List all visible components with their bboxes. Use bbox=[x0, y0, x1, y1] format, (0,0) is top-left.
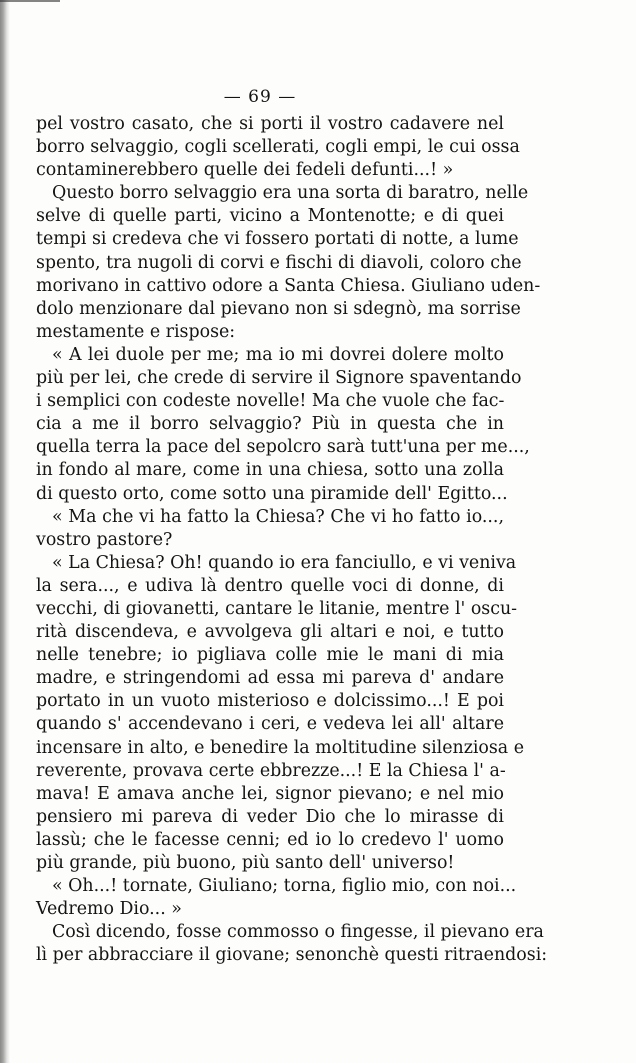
text-line: in fondo al mare, come in una chiesa, sotto una zolla bbox=[36, 460, 504, 481]
text-line: pel vostro casato, che si porti il vostro cadavere nel bbox=[36, 114, 504, 134]
text-line: Vedremo Dio... » bbox=[36, 899, 182, 920]
text-line: rità discendeva, e avvolgeva gli altari e noi, e tutto bbox=[36, 622, 504, 643]
text-line: tempi si credeva che vi fossero portati di notte, a lume bbox=[36, 229, 519, 250]
text-line: contaminerebbero quelle dei fedeli defunti...! » bbox=[36, 160, 454, 181]
text-line: di questo orto, come sotto una piramide dell' Egitto... bbox=[36, 483, 508, 504]
text-line: « Ma che vi ha fatto la Chiesa? Che vi ho fatto io..., bbox=[52, 506, 504, 527]
text-line: spento, tra nugoli di corvi e fischi di diavoli, coloro che bbox=[36, 252, 522, 273]
text-line: mestamente e rispose: bbox=[36, 321, 236, 342]
text-line: « La Chiesa? Oh! quando io era fanciullo, e vi veniva bbox=[52, 552, 517, 573]
text-line: vostro pastore? bbox=[36, 529, 173, 550]
text-line: selve di quelle parti, vicino a Montenotte; e di quei bbox=[36, 206, 504, 227]
text-line: quando s' accendevano i ceri, e vedeva lei all' altare bbox=[36, 714, 504, 735]
text-line: pensiero mi pareva di veder Dio che lo mirasse di bbox=[36, 806, 504, 827]
text-line: borro selvaggio, cogli scellerati, cogli empi, le cui ossa bbox=[36, 137, 520, 158]
text-line: dolo menzionare dal pievano non si sdegnò, ma sorrise bbox=[36, 298, 521, 319]
corner-mark bbox=[0, 0, 60, 8]
text-line: lì per abbracciare il giovane; senonchè questi ritraendosi: bbox=[36, 945, 548, 966]
text-line: incensare in alto, e benedire la moltitudine silenziosa e bbox=[36, 737, 524, 758]
text-line: Questo borro selvaggio era una sorta di baratro, nelle bbox=[52, 183, 529, 204]
text-line: i semplici con codeste novelle! Ma che vuole che fac- bbox=[36, 391, 505, 412]
text-line: più grande, più buono, più santo dell' universo! bbox=[36, 853, 455, 873]
page-binding-edge bbox=[0, 0, 10, 1063]
text-line: vecchi, di giovanetti, cantare le litanie, mentre l' oscu- bbox=[36, 598, 518, 619]
text-line: la sera..., e udiva là dentro quelle voci di donne, di bbox=[36, 575, 504, 596]
page-number: — 69 — bbox=[223, 87, 297, 107]
text-line: « Oh...! tornate, Giuliano; torna, figlio mio, con noi... bbox=[52, 876, 517, 897]
text-line: Così dicendo, fosse commosso o fingesse, il pievano era bbox=[52, 922, 544, 943]
text-line: « A lei duole per me; ma io mi dovrei dolere molto bbox=[52, 344, 504, 365]
text-line: più per lei, che crede di servire il Signore spaventando bbox=[36, 368, 522, 389]
text-line: lassù; che le facesse cenni; ed io lo credevo l' uomo bbox=[36, 829, 504, 850]
text-line: morivano in cattivo odore a Santa Chiesa. Giuliano uden- bbox=[36, 275, 541, 296]
text-line: portato in un vuoto misterioso e dolcissimo...! E poi bbox=[36, 691, 504, 712]
text-line: cia a me il borro selvaggio? Più in questa che in bbox=[36, 414, 504, 435]
text-line: nelle tenebre; io pigliava colle mie le mani di mia bbox=[36, 645, 504, 666]
text-line: mava! E amava anche lei, signor pievano; e nel mio bbox=[36, 783, 504, 804]
text-line: quella terra la pace del sepolcro sarà tutt'una per me..., bbox=[36, 437, 530, 458]
text-line: reverente, provava certe ebbrezze...! E la Chiesa l' a- bbox=[36, 760, 506, 781]
text-line: madre, e stringendomi ad essa mi pareva d' andare bbox=[36, 668, 504, 689]
body-text bbox=[36, 113, 548, 967]
